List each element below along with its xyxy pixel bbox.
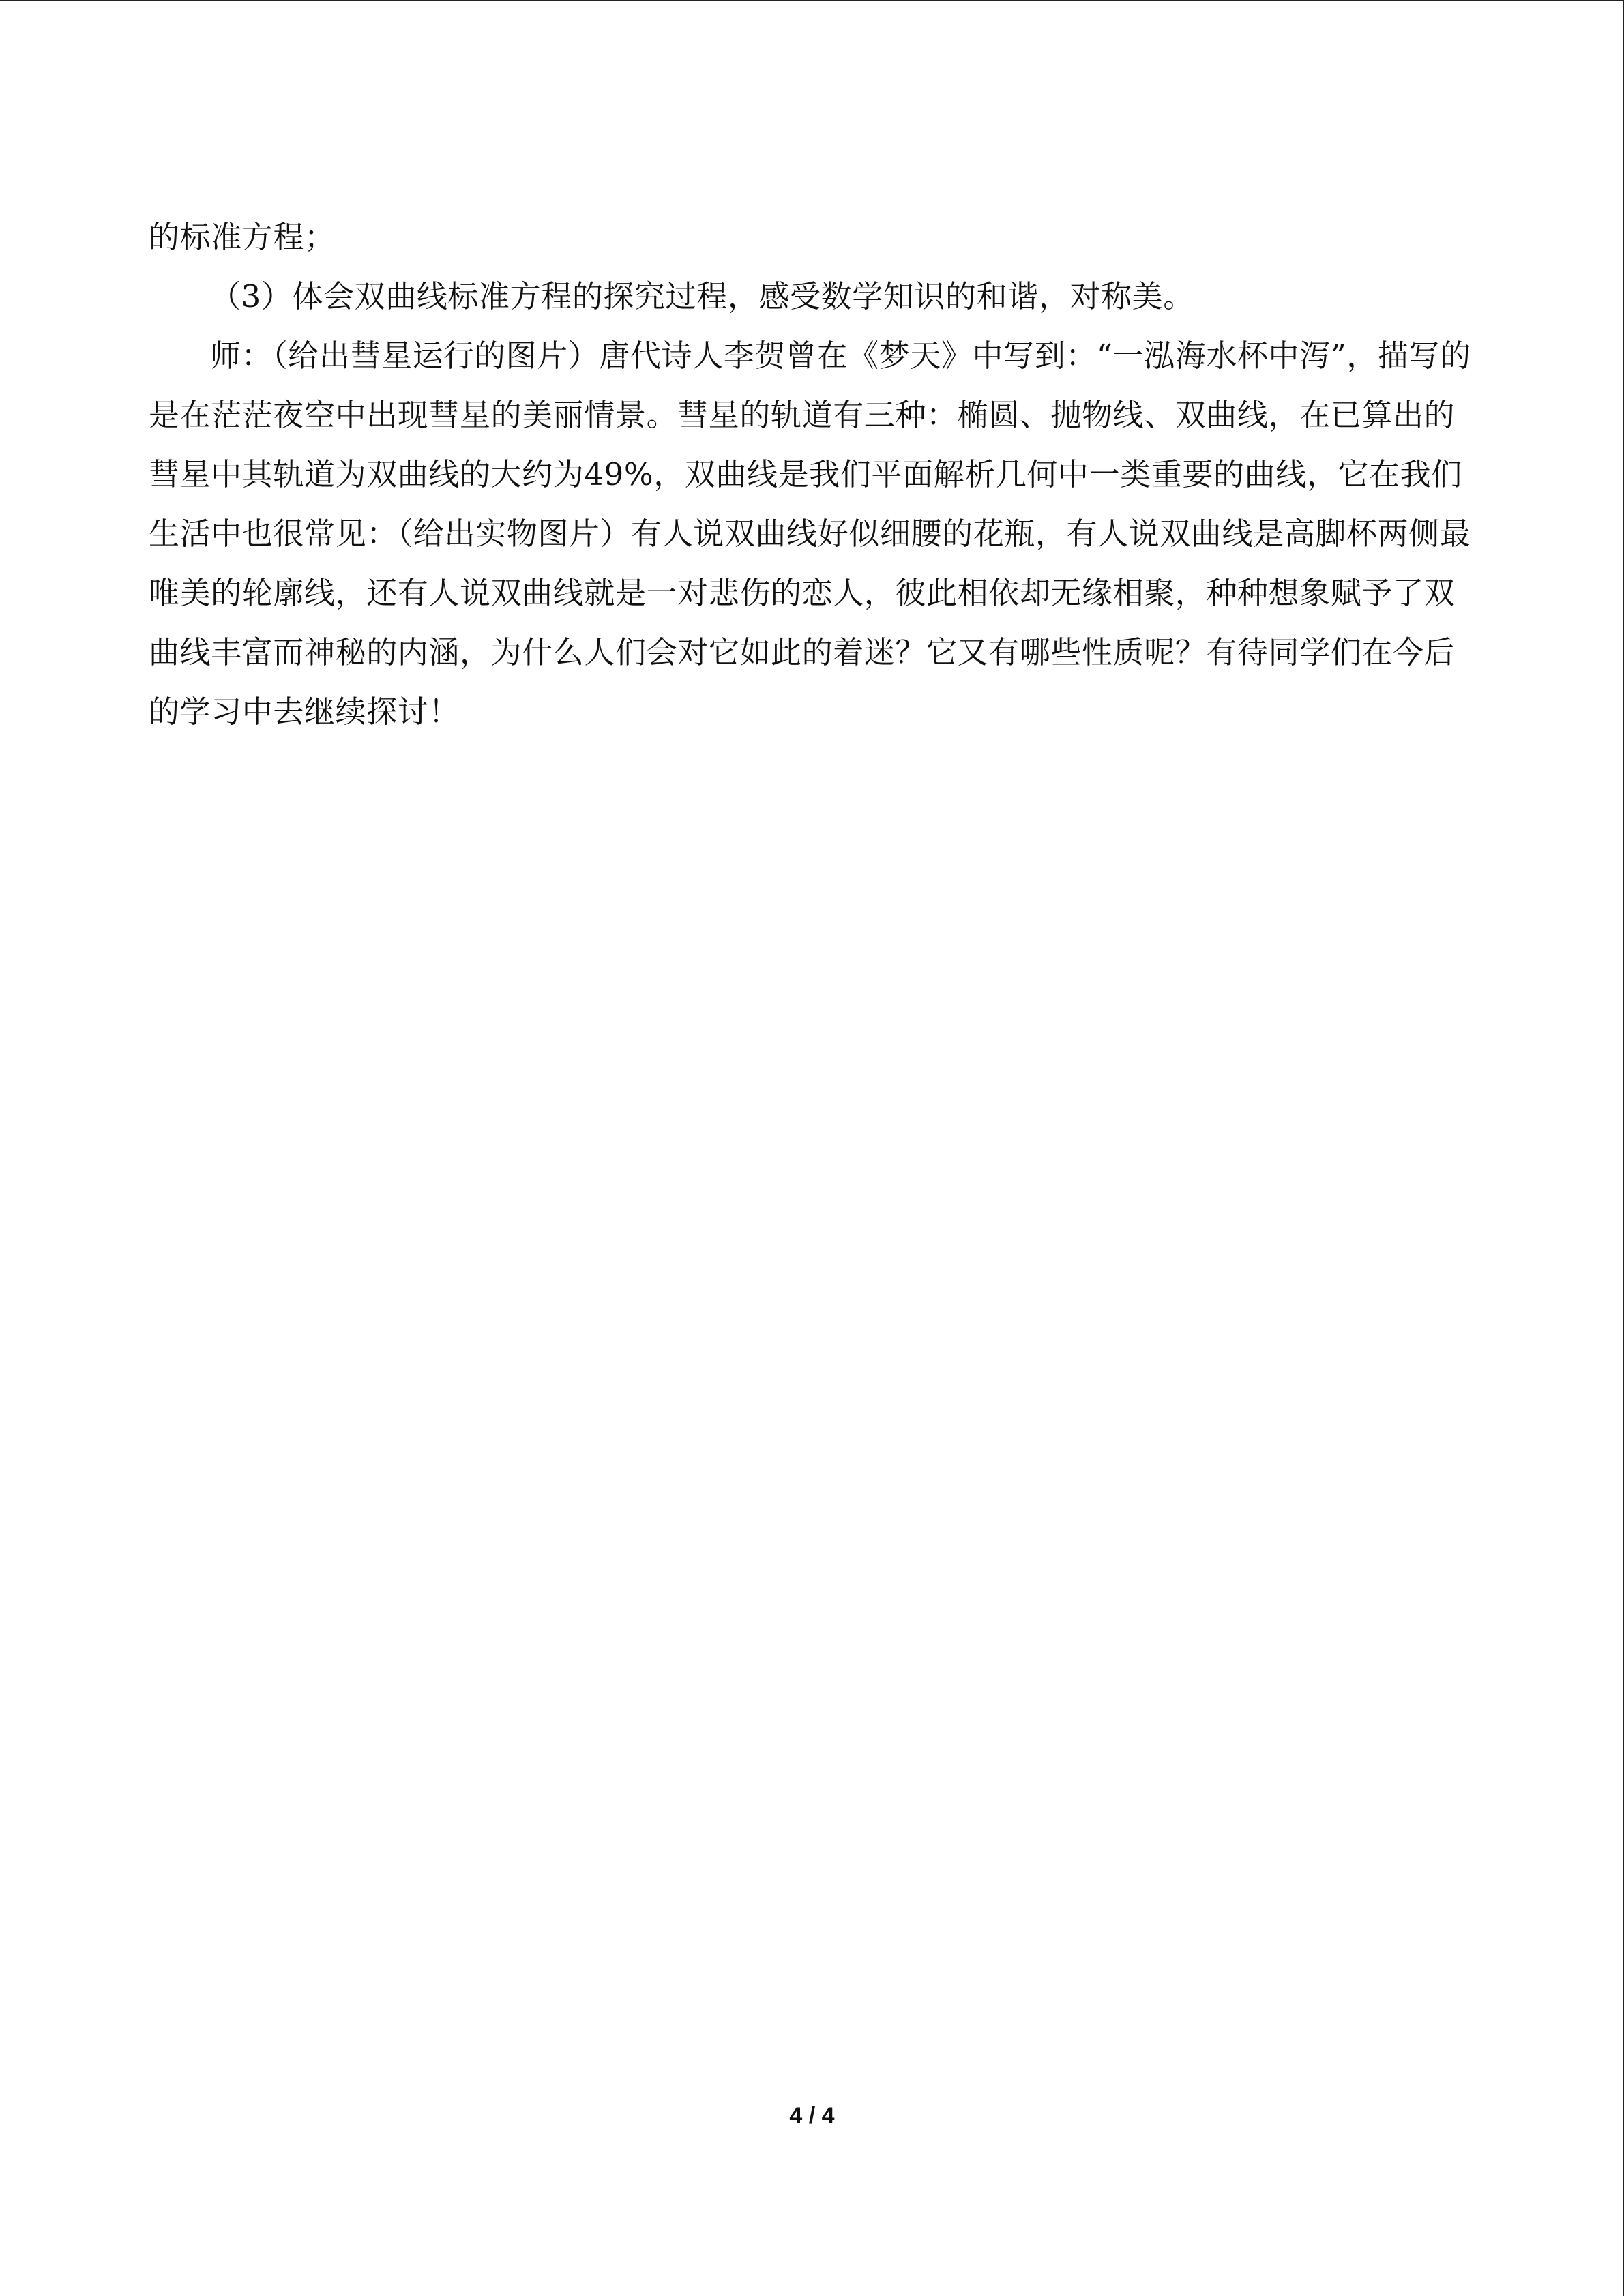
document-body [149, 207, 1486, 741]
paragraph-standard-equation: 的标准方程； [149, 219, 336, 255]
page-number: 4 / 4 [789, 2103, 835, 2129]
paragraph-objective-3: （3）体会双曲线标准方程的探究过程，感受数学知识的和谐，对称美。 [210, 278, 1194, 314]
paragraph-teacher-intro: 师：（给出彗星运行的图片）唐代诗人李贺曾在《梦天》中写到：“一泓海水杯中泻”，描写的是在茫茫夜空中出现彗星的美丽情景。彗星的轨道有三种：椭圆、抛物线、双曲线，在已算出的彗星中其轨道为双曲线的大约为49%，双曲线是我们平面解析几何中一类重要的曲线，它在我们生活中也很常见：（给出实物图片）有人说双曲线好似细腰的花瓶，有人说双曲线是高脚杯两侧最唯美的轮廓线，还有人说双曲线就是一对悲伤的恋人，彼此相依却无缘相聚，种种想象赋予了双曲线丰富而神秘的内涵，为什么人们会对它如此的着迷？它又有哪些性质呢？有待同学们在今后的学习中去继续探讨！ [149, 338, 1471, 730]
